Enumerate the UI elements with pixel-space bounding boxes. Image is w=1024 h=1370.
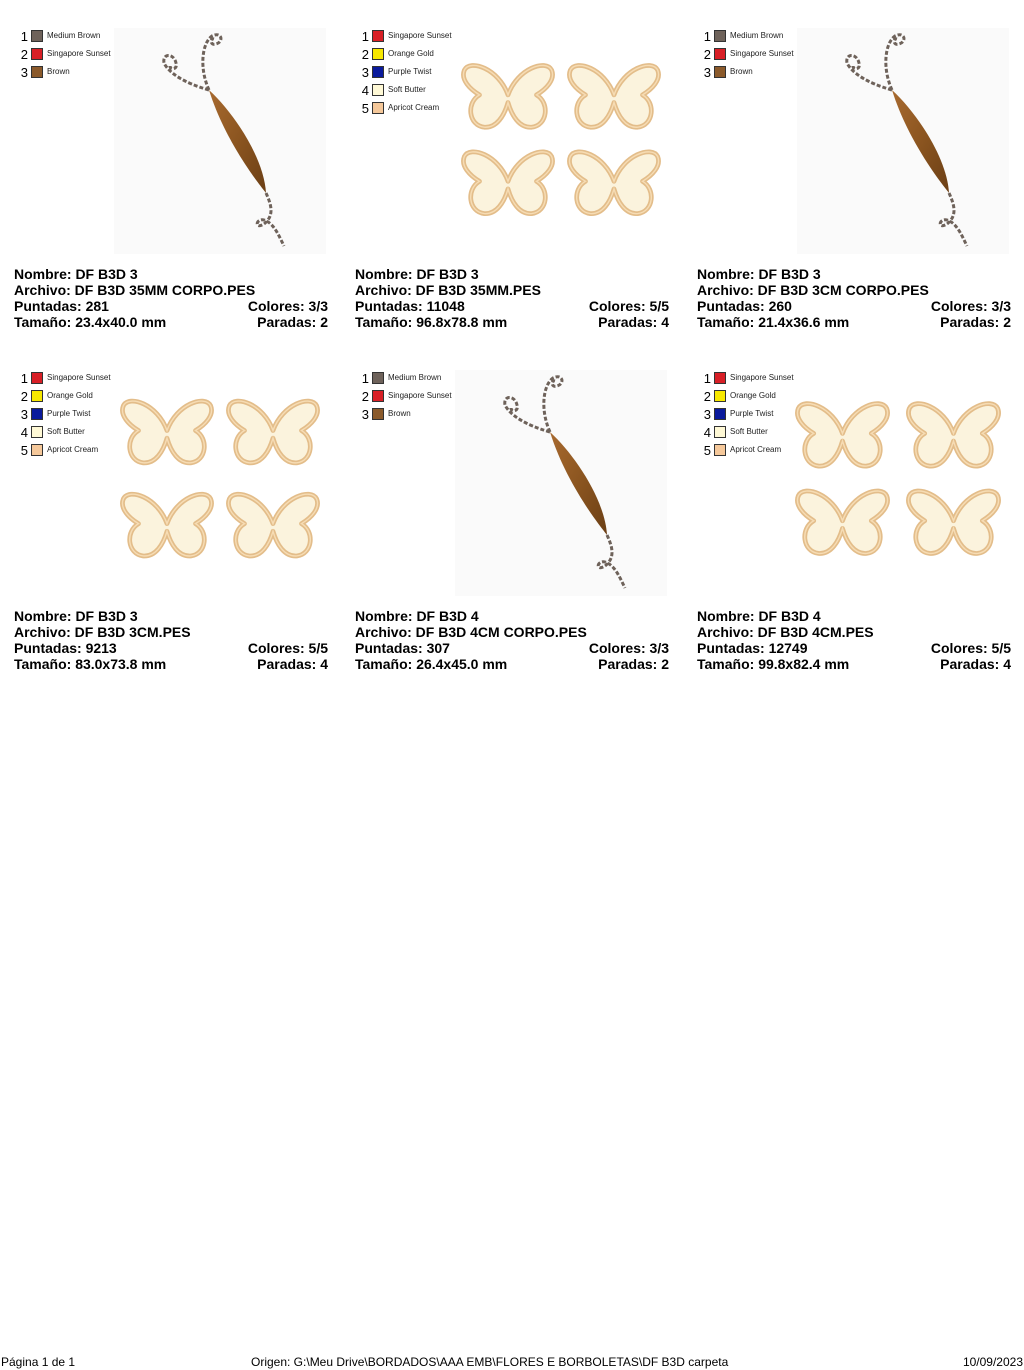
thread-swatch: [372, 48, 384, 60]
thread-swatch: [714, 444, 726, 456]
design-size: Tamaño: 21.4x36.6 mm: [697, 314, 850, 330]
color-count: Colores: 3/3: [247, 298, 328, 314]
page-number: Página 1 de 1: [1, 1355, 76, 1369]
design-file: Archivo: DF B3D 4CM.PES: [697, 624, 874, 640]
thread-swatch: [372, 66, 384, 78]
thread-number: 3: [20, 65, 28, 80]
design-file: Archivo: DF B3D 3CM CORPO.PES: [697, 282, 929, 298]
thread-name: Purple Twist: [47, 409, 91, 418]
stitch-count: Puntadas: 9213: [14, 640, 117, 656]
thread-swatch: [714, 48, 726, 60]
design-name: Nombre: DF B3D 3: [14, 608, 138, 624]
page-footer: [0, 1354, 1024, 1370]
color-count: Colores: 5/5: [930, 640, 1011, 656]
thread-name: Medium Brown: [388, 373, 442, 382]
design-name: Nombre: DF B3D 4: [697, 608, 821, 624]
thread-number: 1: [361, 29, 369, 44]
thread-name: Purple Twist: [388, 67, 432, 76]
thread-name: Singapore Sunset: [388, 31, 452, 40]
thread-swatch: [372, 84, 384, 96]
design-card: [14, 28, 328, 338]
thread-name: Apricot Cream: [47, 445, 99, 454]
butterfly-body-icon: [114, 28, 326, 254]
thread-number: 3: [361, 65, 369, 80]
thread-name: Soft Butter: [730, 427, 768, 436]
thread-swatch: [372, 372, 384, 384]
design-size: Tamaño: 96.8x78.8 mm: [355, 314, 508, 330]
thread-swatch: [714, 408, 726, 420]
butterfly-wings-icon: [455, 50, 667, 230]
thread-number: 2: [703, 389, 711, 404]
origin-path: Origen: G:\Meu Drive\BORDADOS\AAA EMB\FLORES E BORBOLETAS\DF B3D carpeta: [251, 1355, 729, 1369]
thread-name: Singapore Sunset: [388, 391, 452, 400]
color-count: Colores: 5/5: [247, 640, 328, 656]
thread-number: 3: [361, 407, 369, 422]
butterfly-body-icon: [455, 370, 667, 596]
color-count: Colores: 3/3: [930, 298, 1011, 314]
design-name: Nombre: DF B3D 3: [355, 266, 479, 282]
design-size: Tamaño: 83.0x73.8 mm: [14, 656, 167, 672]
thread-name: Soft Butter: [388, 85, 426, 94]
thread-swatch: [714, 390, 726, 402]
design-info: [14, 266, 328, 330]
thread-name: Brown: [47, 67, 70, 76]
design-name: Nombre: DF B3D 3: [14, 266, 138, 282]
thread-number: 3: [703, 65, 711, 80]
design-card: [355, 28, 669, 338]
thread-swatch: [714, 426, 726, 438]
thread-number: 5: [361, 101, 369, 116]
thread-swatch: [31, 444, 43, 456]
stitch-count: Puntadas: 281: [14, 298, 109, 314]
design-name: Nombre: DF B3D 4: [355, 608, 479, 624]
thread-number: 4: [20, 425, 28, 440]
thread-number: 1: [703, 29, 711, 44]
design-size: Tamaño: 23.4x40.0 mm: [14, 314, 167, 330]
design-file: Archivo: DF B3D 35MM.PES: [355, 282, 541, 298]
thread-name: Singapore Sunset: [730, 373, 794, 382]
thread-swatch: [31, 30, 43, 42]
thread-number: 5: [703, 443, 711, 458]
design-info: [355, 608, 669, 672]
thread-name: Singapore Sunset: [730, 49, 794, 58]
thread-name: Apricot Cream: [730, 445, 782, 454]
design-file: Archivo: DF B3D 3CM.PES: [14, 624, 191, 640]
thread-name: Medium Brown: [730, 31, 784, 40]
thread-swatch: [372, 30, 384, 42]
thread-number: 1: [703, 371, 711, 386]
design-size: Tamaño: 99.8x82.4 mm: [697, 656, 850, 672]
butterfly-wings-icon: [114, 382, 326, 576]
thread-swatch: [31, 390, 43, 402]
print-date: 10/09/2023: [962, 1355, 1023, 1369]
thread-number: 4: [703, 425, 711, 440]
thread-swatch: [31, 66, 43, 78]
design-size: Tamaño: 26.4x45.0 mm: [355, 656, 508, 672]
thread-swatch: [372, 102, 384, 114]
design-name: Nombre: DF B3D 3: [697, 266, 821, 282]
thread-number: 2: [703, 47, 711, 62]
thread-number: 2: [361, 389, 369, 404]
thread-name: Singapore Sunset: [47, 49, 111, 58]
thread-swatch: [714, 66, 726, 78]
thread-number: 1: [20, 29, 28, 44]
thread-swatch: [31, 408, 43, 420]
thread-name: Medium Brown: [47, 31, 101, 40]
thread-number: 3: [20, 407, 28, 422]
butterfly-wings-icon: [787, 388, 1009, 570]
stop-count: Paradas: 4: [257, 656, 328, 672]
design-card: [355, 370, 669, 680]
design-card: [697, 28, 1011, 338]
color-count: Colores: 3/3: [588, 640, 669, 656]
design-card: [697, 370, 1011, 680]
stop-count: Paradas: 4: [598, 314, 669, 330]
thread-number: 1: [361, 371, 369, 386]
stop-count: Paradas: 2: [598, 656, 669, 672]
design-info: [14, 608, 328, 672]
thread-number: 2: [361, 47, 369, 62]
thread-swatch: [372, 390, 384, 402]
thread-name: Orange Gold: [47, 391, 93, 400]
thread-number: 1: [20, 371, 28, 386]
stop-count: Paradas: 2: [257, 314, 328, 330]
thread-name: Purple Twist: [730, 409, 774, 418]
thread-name: Brown: [730, 67, 753, 76]
design-info: [697, 266, 1011, 330]
stitch-count: Puntadas: 260: [697, 298, 792, 314]
thread-name: Brown: [388, 409, 411, 418]
thread-swatch: [372, 408, 384, 420]
thread-swatch: [31, 426, 43, 438]
thread-color-row: [701, 370, 821, 388]
stitch-count: Puntadas: 11048: [355, 298, 465, 314]
thread-number: 2: [20, 389, 28, 404]
thread-swatch: [714, 372, 726, 384]
thread-name: Orange Gold: [388, 49, 434, 58]
thread-number: 2: [20, 47, 28, 62]
thread-name: Orange Gold: [730, 391, 776, 400]
thread-color-row: [359, 28, 479, 46]
stop-count: Paradas: 4: [940, 656, 1011, 672]
stitch-count: Puntadas: 307: [355, 640, 450, 656]
design-info: [355, 266, 669, 330]
design-card: [14, 370, 328, 680]
thread-swatch: [31, 48, 43, 60]
thread-number: 3: [703, 407, 711, 422]
butterfly-body-icon: [797, 28, 1009, 254]
stitch-count: Puntadas: 12749: [697, 640, 808, 656]
design-file: Archivo: DF B3D 35MM CORPO.PES: [14, 282, 256, 298]
thread-name: Singapore Sunset: [47, 373, 111, 382]
thread-number: 4: [361, 83, 369, 98]
color-count: Colores: 5/5: [588, 298, 669, 314]
design-info: [697, 608, 1011, 672]
thread-swatch: [714, 30, 726, 42]
design-file: Archivo: DF B3D 4CM CORPO.PES: [355, 624, 587, 640]
thread-swatch: [31, 372, 43, 384]
thread-name: Apricot Cream: [388, 103, 440, 112]
thread-name: Soft Butter: [47, 427, 85, 436]
thread-number: 5: [20, 443, 28, 458]
stop-count: Paradas: 2: [940, 314, 1011, 330]
